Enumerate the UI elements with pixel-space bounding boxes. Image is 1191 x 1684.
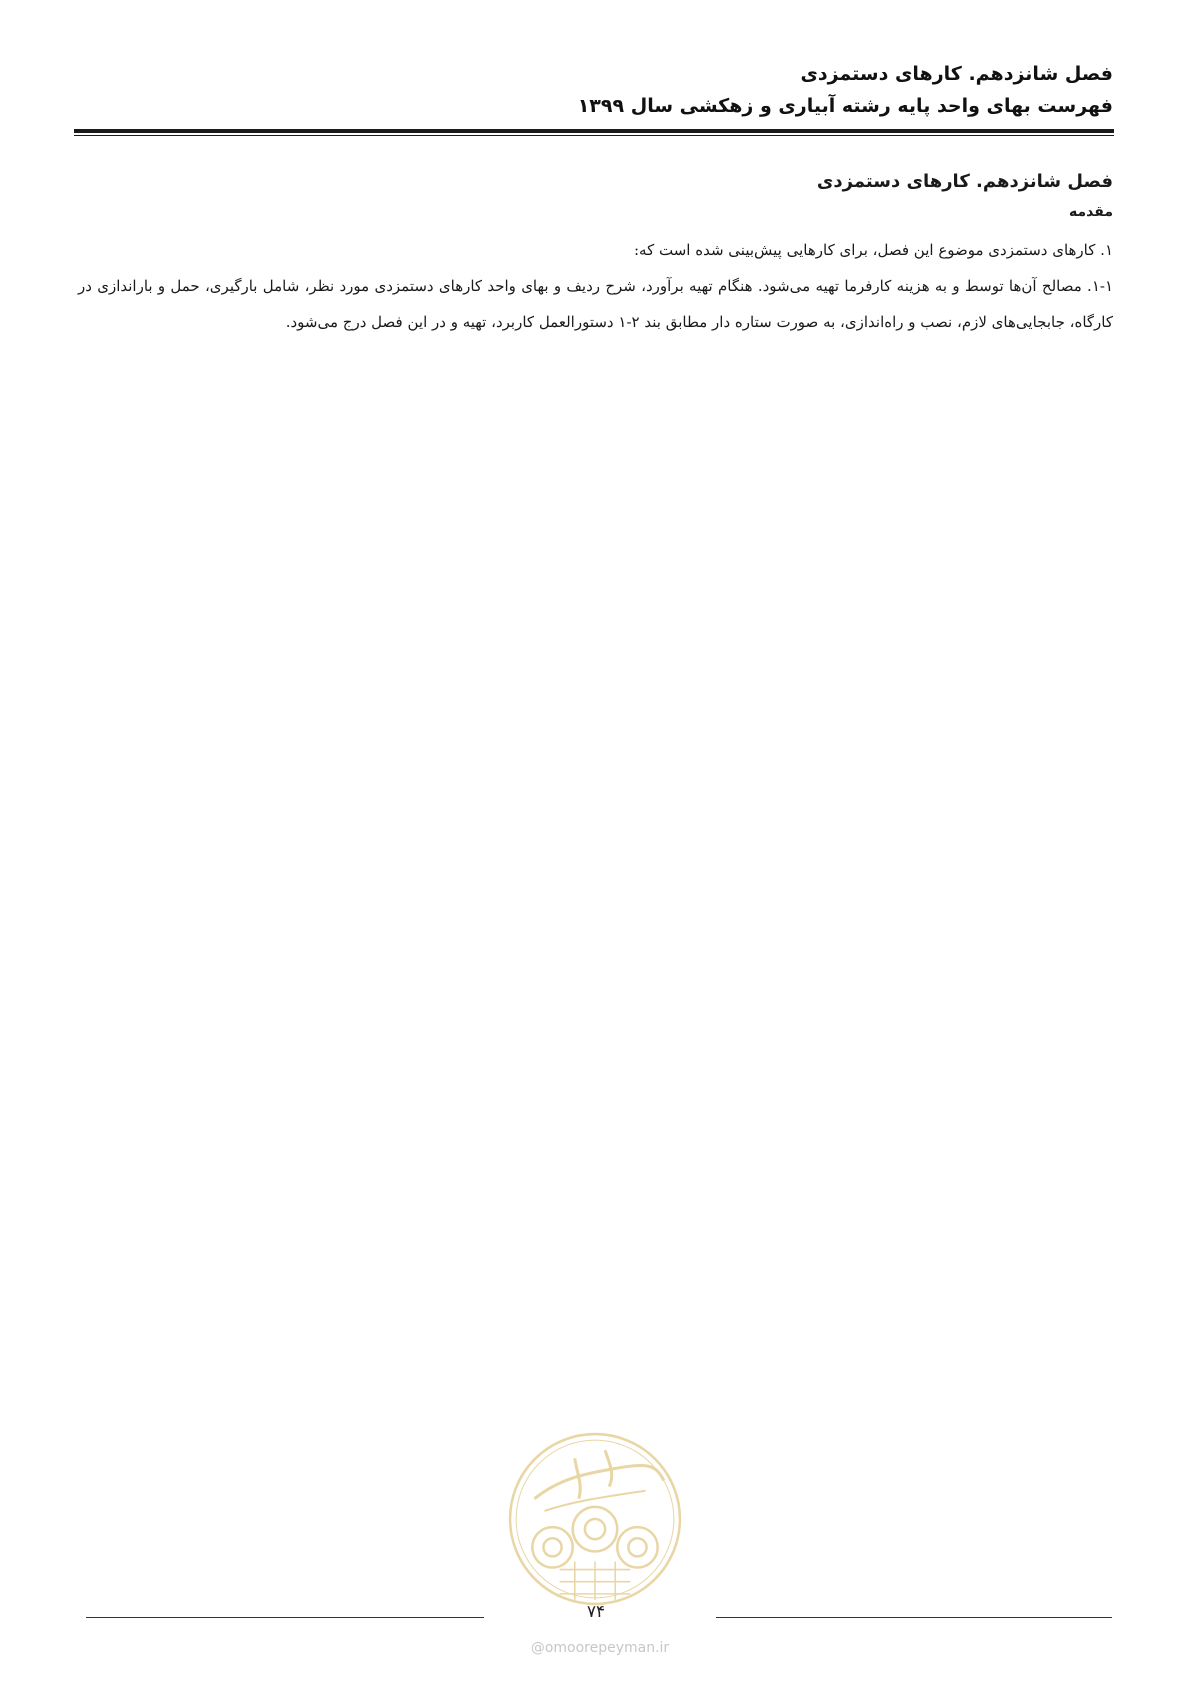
- page-content: [78, 166, 1113, 340]
- chapter-title: فصل شانزدهم. کارهای دستمزدی: [816, 171, 1113, 192]
- watermark-url: @omoorepeyman.ir: [530, 1640, 670, 1656]
- header-document-title: فهرست بهای واحد پایه رشته آبیاری و زهکشی سال ۱۳۹۹: [577, 95, 1113, 117]
- introduction-heading: مقدمه: [1069, 204, 1113, 220]
- omoorepeyman-logo-watermark: [504, 1428, 686, 1610]
- footer-rule-right: [716, 1617, 1112, 1618]
- paragraph-1-1: ۱-۱. مصالح آن‌ها توسط و به هزینه کارفرما تهیه می‌شود. هنگام تهیه برآورد، شرح ردیف و بهای واحد کارهای دستمزدی مورد نظر، شامل بارگیری، حمل و باراندازی در کارگاه، جابجایی‌های لازم، نصب و راه‌اندازی، به صورت ستاره دار مطابق بند ۲-۱ دستورالعمل کاربرد، تهیه و در این فصل درج می‌شود.: [78, 277, 1113, 331]
- header-rule-thick: [74, 129, 1114, 133]
- header-chapter-title: فصل شانزدهم. کارهای دستمزدی: [800, 63, 1113, 85]
- page-number: ۷۴: [586, 1602, 606, 1622]
- page-header: [73, 58, 1113, 122]
- paragraph-1: ۱. کارهای دستمزدی موضوع این فصل، برای کارهایی پیش‌بینی شده است که:: [634, 241, 1113, 259]
- footer-rule-left: [86, 1617, 484, 1618]
- header-rule-thin: [74, 135, 1114, 136]
